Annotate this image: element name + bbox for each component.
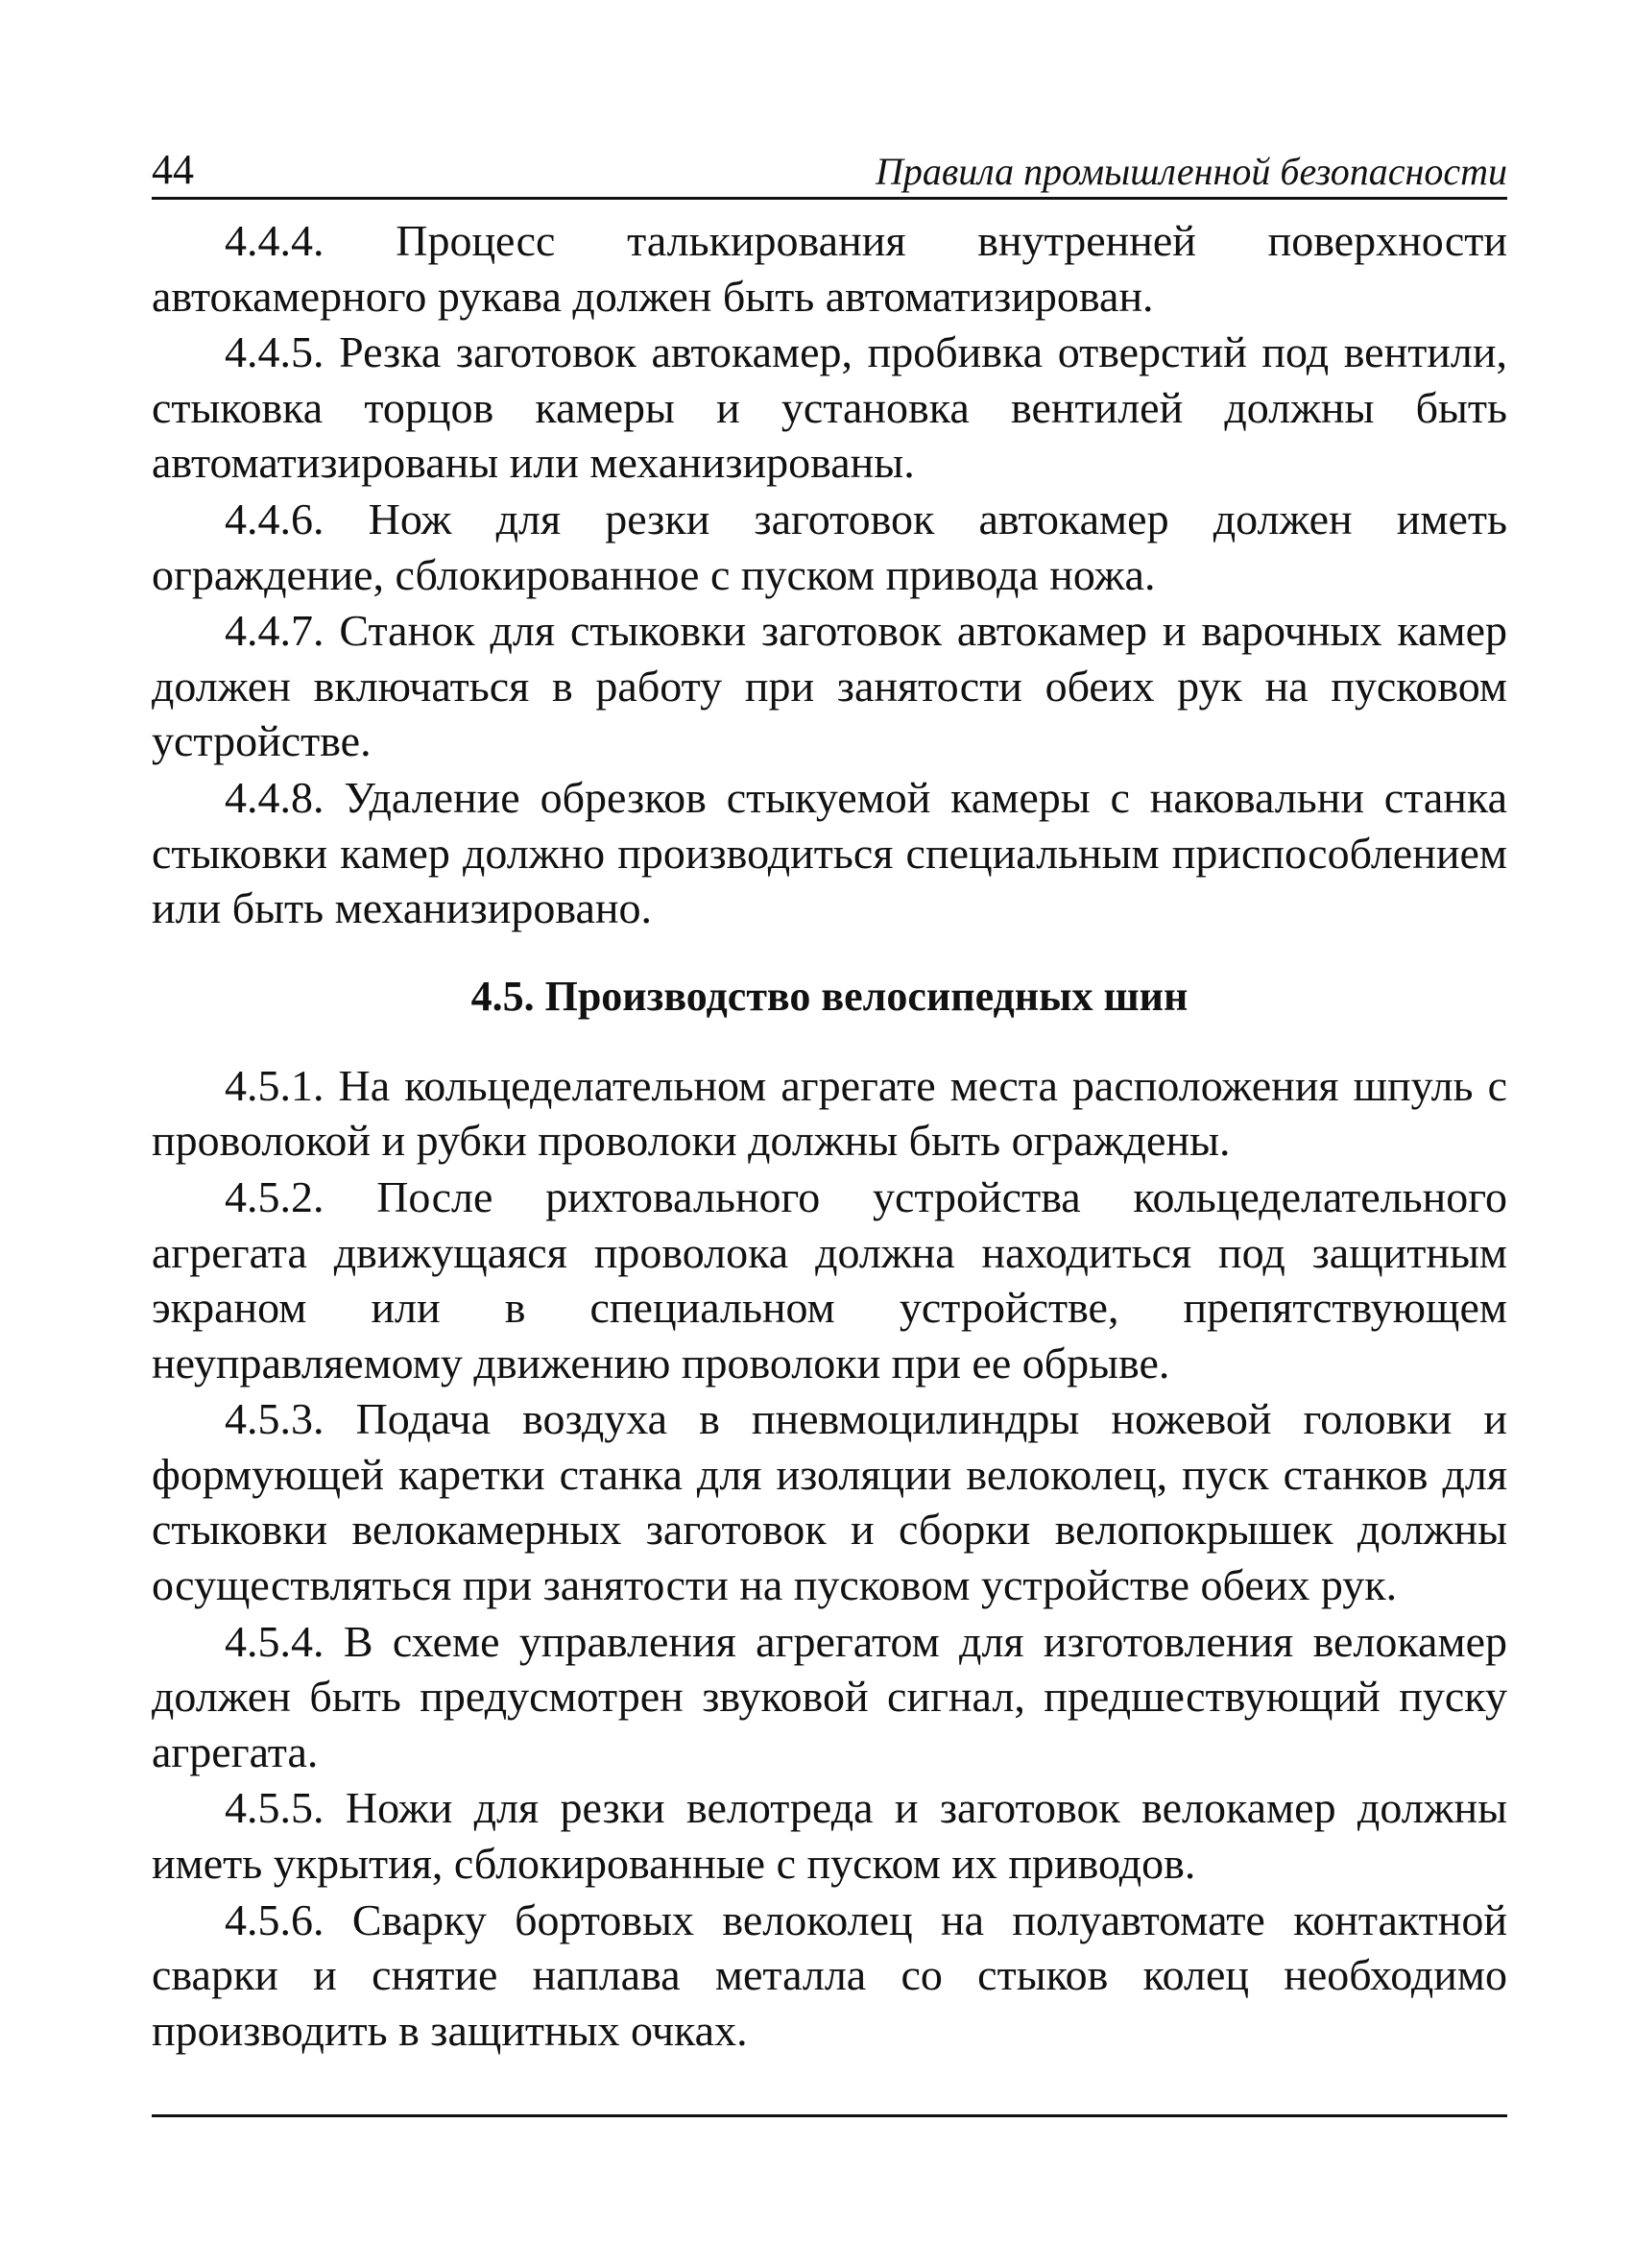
paragraph-4-4-4: 4.4.4. Процесс талькирования внутренней поверхности автокамерного рукава должен быть автоматизирован. [152,216,1507,321]
paragraph-4-5-5: 4.5.5. Ножи для резки велотреда и заготовок велокамер должны иметь укрытия, сблокированные с пуском их приводов. [152,1783,1507,1889]
paragraph-4-4-8: 4.4.8. Удаление обрезков стыкуемой камеры с наковальни станка стыковки камер должно производиться специальным приспособлением или быть механизировано. [152,772,1507,933]
section-heading: 4.5. Производство велосипедных шин [470,972,1189,1020]
paragraph-4-5-1: 4.5.1. На кольцеделательном агрегате места расположения шпуль с проволокой и рубки проволоки должны быть ограждены. [152,1060,1507,1166]
paragraph-4-4-5: 4.4.5. Резка заготовок автокамер, пробивка отверстий под вентили, стыковка торцов камеры и установка вентилей должны быть автоматизированы или механизированы. [152,327,1507,488]
paragraph-4-5-4: 4.5.4. В схеме управления агрегатом для изготовления велокамер должен быть предусмотрен звуковой сигнал, предшествующий пуску агрегата. [152,1616,1507,1776]
bottom-rule [152,2114,1507,2117]
paragraph-4-5-3: 4.5.3. Подача воздуха в пневмоцилиндры ножевой головки и формующей каретки станка для изоляции велоколец, пуск станков для стыковки велокамерных заготовок и сборки велопокрышек должны осуществляться при занятости на пусковом устройстве обеих рук. [152,1394,1507,1610]
paragraph-4-4-6: 4.4.6. Нож для резки заготовок автокамер должен иметь ограждение, сблокированное с пуском привода ножа. [152,494,1507,599]
running-header [152,144,1507,200]
paragraph-4-5-6: 4.5.6. Сварку бортовых велоколец на полуавтомате контактной сварки и снятие наплава металла со стыков колец необходимо производить в защитных очках. [152,1894,1507,2055]
page-number: 44 [152,146,194,193]
document-page [152,144,1507,2059]
paragraph-4-4-7: 4.4.7. Станок для стыковки заготовок автокамер и варочных камер должен включаться в работу при занятости обеих рук на пусковом устройстве. [152,606,1507,766]
body-text [152,213,1507,2058]
running-title: Правила промышленной безопасности [875,150,1507,193]
paragraph-4-5-2: 4.5.2. После рихтовального устройства кольцеделательного агрегата движущаяся проволока должна находиться под защитным экраном или в специальном устройстве, препятствующем неуправляемому движению проволоки при ее обрыве. [152,1171,1507,1387]
